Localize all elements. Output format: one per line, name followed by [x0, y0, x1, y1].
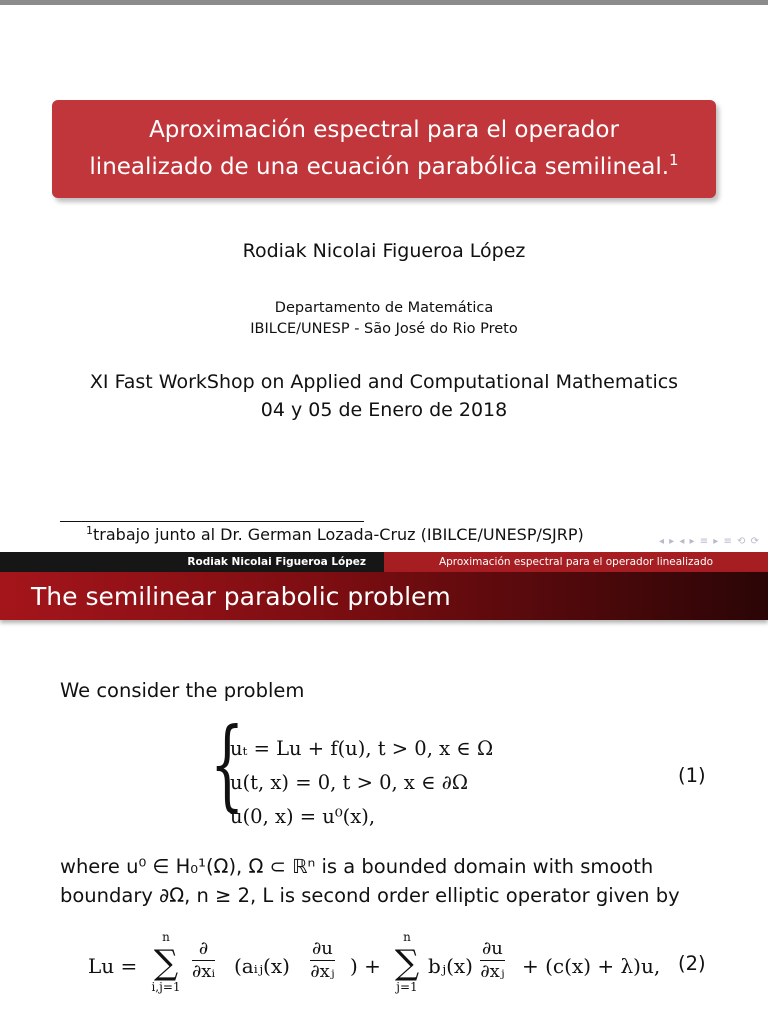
frac-d-dxi-den: ∂xᵢ	[192, 961, 216, 982]
headline-author: Rodiak Nicolai Figueroa López	[0, 552, 384, 572]
system-line-1: uₜ = Lu + f(u), t > 0, x ∈ Ω	[230, 737, 494, 760]
frac-du-dxj-1	[310, 938, 335, 983]
sum-2-sigma: ∑	[394, 943, 420, 983]
frac-du-dxj-2-num: ∂u	[482, 938, 503, 959]
headline-title: Aproximación espectral para el operador linealizado	[384, 552, 768, 572]
paragraph-line-1: where u⁰ ∈ H₀¹(Ω), Ω ⊂ ℝⁿ is a bounded domain with smooth	[60, 855, 654, 878]
paragraph-line-2: boundary ∂Ω, n ≥ 2, L is second order elliptic operator given by	[60, 884, 680, 907]
event-info	[0, 368, 768, 424]
title-line-2-text: linealizado de una ecuación parabólica semilineal.	[89, 154, 670, 180]
system-lines	[230, 732, 493, 834]
title-footnote-mark: 1	[669, 151, 679, 169]
footnote-rule	[60, 521, 364, 522]
eq2-coef: (aᵢⱼ(x)	[234, 954, 290, 978]
frac-du-dxj-1-den: ∂xⱼ	[310, 961, 335, 982]
equation-number-2: (2)	[678, 952, 706, 975]
intro-text: We consider the problem	[60, 679, 305, 702]
content-slide	[0, 552, 768, 1024]
eq2-bj: bⱼ(x)	[428, 954, 473, 978]
sum-1	[146, 930, 186, 994]
frac-d-dxi	[192, 938, 215, 983]
frac-d-dxi-num: ∂	[192, 938, 215, 961]
equation-number-1: (1)	[678, 764, 706, 787]
event-date: 04 y 05 de Enero de 2018	[260, 399, 508, 421]
frac-du-dxj-2-den: ∂xⱼ	[480, 961, 505, 982]
footnote-mark: 1	[86, 524, 93, 537]
frac-du-dxj-2	[480, 938, 505, 983]
system-line-2: u(t, x) = 0, t > 0, x ∈ ∂Ω	[230, 771, 468, 794]
frame-title: The semilinear parabolic problem	[0, 572, 768, 620]
title-box	[52, 100, 716, 198]
sum-1-lower: i,j=1	[151, 980, 181, 994]
left-brace: {	[210, 708, 245, 822]
frac-du-dxj-1-num: ∂u	[312, 938, 333, 959]
sum-2	[390, 930, 424, 994]
event-name: XI Fast WorkShop on Applied and Computational Mathematics	[89, 371, 679, 393]
headline-bar	[0, 552, 768, 572]
eq2-close-plus: ) +	[350, 954, 381, 978]
footnote-text: trabajo junto al Dr. German Lozada-Cruz (IBILCE/UNESP/SJRP)	[93, 525, 584, 544]
affiliation	[0, 298, 768, 340]
title-line-2	[89, 149, 678, 186]
institution: IBILCE/UNESP - São José do Rio Preto	[250, 321, 518, 337]
eq2-tail: + (c(x) + λ)u,	[522, 954, 661, 978]
sum-2-upper: n	[403, 930, 411, 944]
title-line-1: Aproximación espectral para el operador	[149, 117, 619, 143]
department: Departamento de Matemática	[274, 300, 494, 316]
top-border	[0, 0, 768, 5]
beamer-navigation-icons[interactable]: ◂ ▸ ◂ ▸ ≡ ▸ ≡ ⟲ ⟳	[658, 536, 760, 547]
eq2-lhs: Lu =	[88, 954, 138, 978]
description-paragraph	[60, 852, 708, 910]
author-name: Rodiak Nicolai Figueroa López	[242, 240, 526, 262]
sum-1-upper: n	[162, 930, 170, 944]
footnote	[86, 525, 584, 544]
sum-2-lower: j=1	[396, 980, 418, 994]
system-line-3: u(0, x) = u⁰(x),	[230, 805, 376, 828]
sum-1-sigma: ∑	[153, 943, 179, 983]
